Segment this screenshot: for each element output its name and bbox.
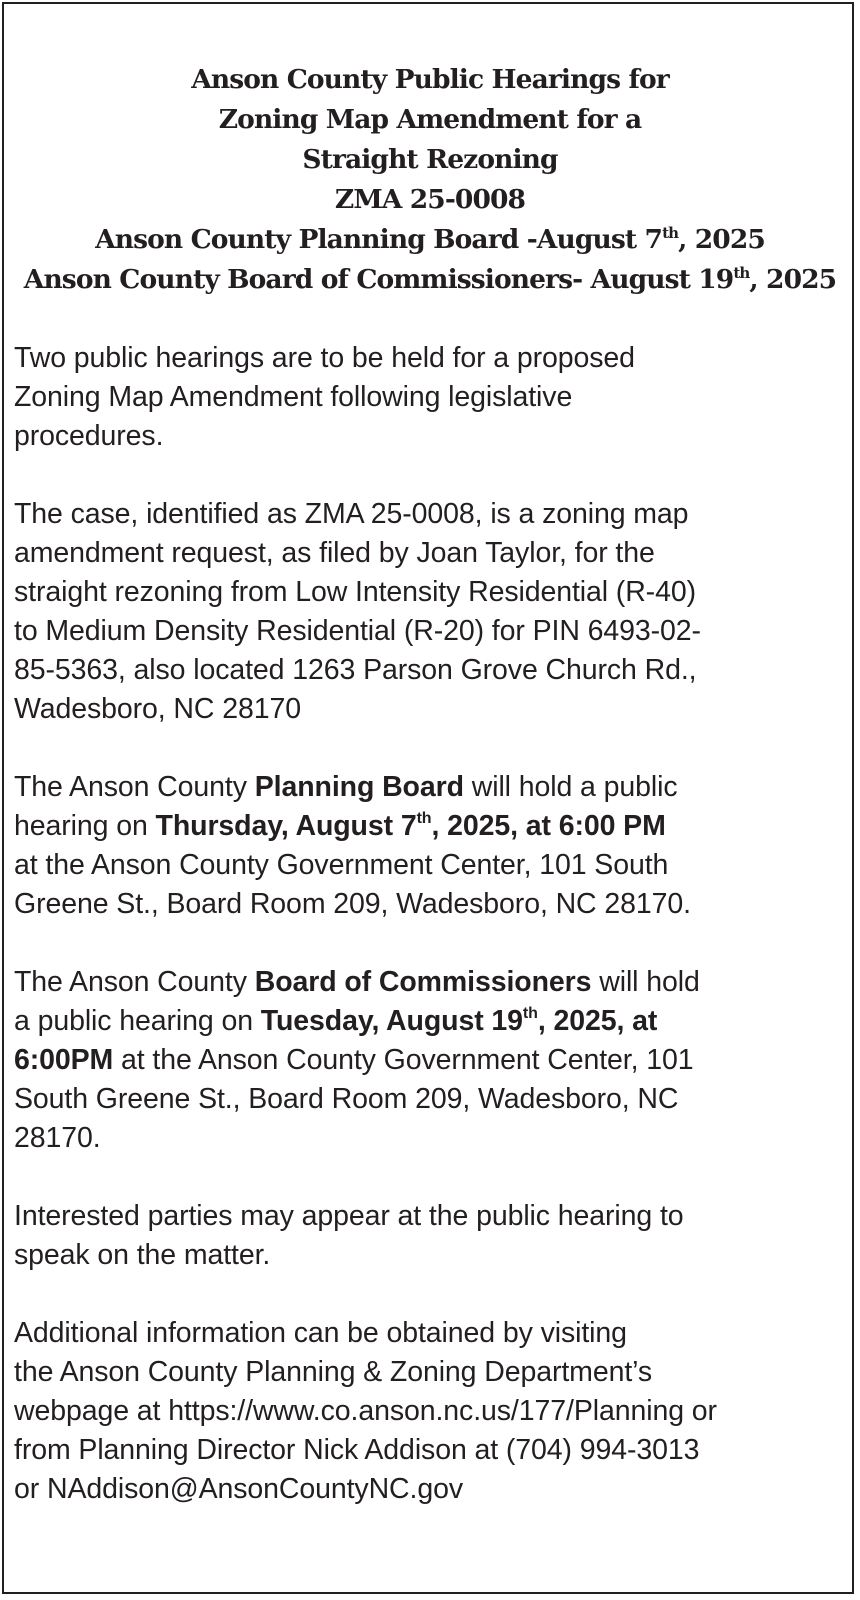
planning-l1-b: will hold a public — [463, 771, 678, 803]
commissioners-line-4: South Greene St., Board Room 209, Wadesboro, NC — [14, 1083, 679, 1115]
heading-planning-board-date — [14, 220, 846, 260]
case-line-1: The case, identified as ZMA 25-0008, is a zoning map — [14, 498, 689, 530]
case-line-4: to Medium Density Residential (R-20) for PIN 6493-02- — [14, 615, 701, 647]
planning-date-b: , 2025, at 6:00 PM — [431, 810, 666, 842]
additional-line-2: the Anson County Planning & Zoning Department’s — [14, 1356, 653, 1388]
additional-line-1: Additional information can be obtained by visiting — [14, 1317, 627, 1349]
intro-line-3: procedures. — [14, 420, 164, 452]
commissioners-date-a: Tuesday, August 19 — [260, 1005, 523, 1037]
intro-line-2: Zoning Map Amendment following legislative — [14, 381, 573, 413]
commissioners-date-sup: th — [522, 1005, 538, 1022]
heading-case-number: ZMA 25-0008 — [334, 184, 526, 215]
planning-date-a: Thursday, August 7 — [155, 810, 417, 842]
case-line-6: Wadesboro, NC 28170 — [14, 693, 301, 725]
planning-line-1 — [14, 768, 846, 807]
heading-line-2: Zoning Map Amendment for a — [218, 104, 642, 135]
case-line-3: straight rezoning from Low Intensity Residential (R-40) — [14, 576, 696, 608]
interested-line-2: speak on the matter. — [14, 1239, 271, 1271]
planning-date — [156, 810, 666, 842]
heading-line-5-sup: th — [662, 224, 679, 242]
interested-line-1: Interested parties may appear at the public hearing to — [14, 1200, 684, 1232]
public-notice — [14, 60, 846, 1509]
commissioners-l3-b: at the Anson County Government Center, 101 — [113, 1044, 694, 1076]
intro-line-1: Two public hearings are to be held for a proposed — [14, 342, 635, 374]
heading-line-6-suffix: , 2025 — [749, 264, 837, 295]
heading-line-5-prefix: Anson County Planning Board -August 7 — [95, 224, 663, 255]
planning-date-sup: th — [416, 810, 432, 827]
commissioners-line-1 — [14, 963, 846, 1002]
additional-info-paragraph — [14, 1314, 846, 1509]
commissioners-board-name: Board of Commissioners — [254, 966, 592, 998]
notice-heading — [14, 60, 846, 300]
planning-line-2 — [14, 807, 846, 846]
notice-body — [14, 339, 846, 1509]
case-line-2: amendment request, as filed by Joan Taylor, for the — [14, 537, 655, 569]
heading-line-6-prefix: Anson County Board of Commissioners- August 19 — [23, 264, 734, 295]
additional-line-4: from Planning Director Nick Addison at (704) 994-3013 — [14, 1434, 700, 1466]
planning-l1-a: The Anson County — [14, 771, 255, 803]
commissioners-line-2 — [14, 1002, 846, 1041]
additional-line-3: webpage at https://www.co.anson.nc.us/177/Planning or — [14, 1395, 717, 1427]
planning-board-paragraph — [14, 768, 846, 924]
heading-line-5-suffix: , 2025 — [678, 224, 765, 255]
heading-spacer — [14, 300, 846, 339]
intro-paragraph — [14, 339, 846, 456]
commissioners-line-3 — [14, 1041, 846, 1080]
heading-line-1: Anson County Public Hearings for — [191, 64, 669, 95]
commissioners-l1-b: will hold — [591, 966, 700, 998]
planning-line-3: at the Anson County Government Center, 101 South — [14, 849, 669, 881]
planning-l2-a: hearing on — [14, 810, 156, 842]
heading-line-6-sup: th — [733, 264, 750, 282]
planning-board-name: Planning Board — [254, 771, 464, 803]
commissioners-time: 6:00PM — [14, 1044, 114, 1076]
commissioners-l2-a: a public hearing on — [14, 1005, 261, 1037]
additional-line-5: or NAddison@AnsonCountyNC.gov — [14, 1473, 464, 1505]
case-line-5: 85-5363, also located 1263 Parson Grove Church Rd., — [14, 654, 697, 686]
case-paragraph — [14, 495, 846, 729]
commissioners-l1-a: The Anson County — [14, 966, 255, 998]
commissioners-line-5: 28170. — [14, 1122, 101, 1154]
commissioners-date — [261, 1005, 657, 1037]
interested-paragraph — [14, 1197, 846, 1275]
commissioners-date-b: , 2025, at — [537, 1005, 658, 1037]
heading-line-3: Straight Rezoning — [302, 144, 558, 175]
commissioners-paragraph — [14, 963, 846, 1158]
planning-line-4: Greene St., Board Room 209, Wadesboro, NC 28170. — [14, 888, 691, 920]
heading-commissioners-date — [14, 260, 846, 300]
